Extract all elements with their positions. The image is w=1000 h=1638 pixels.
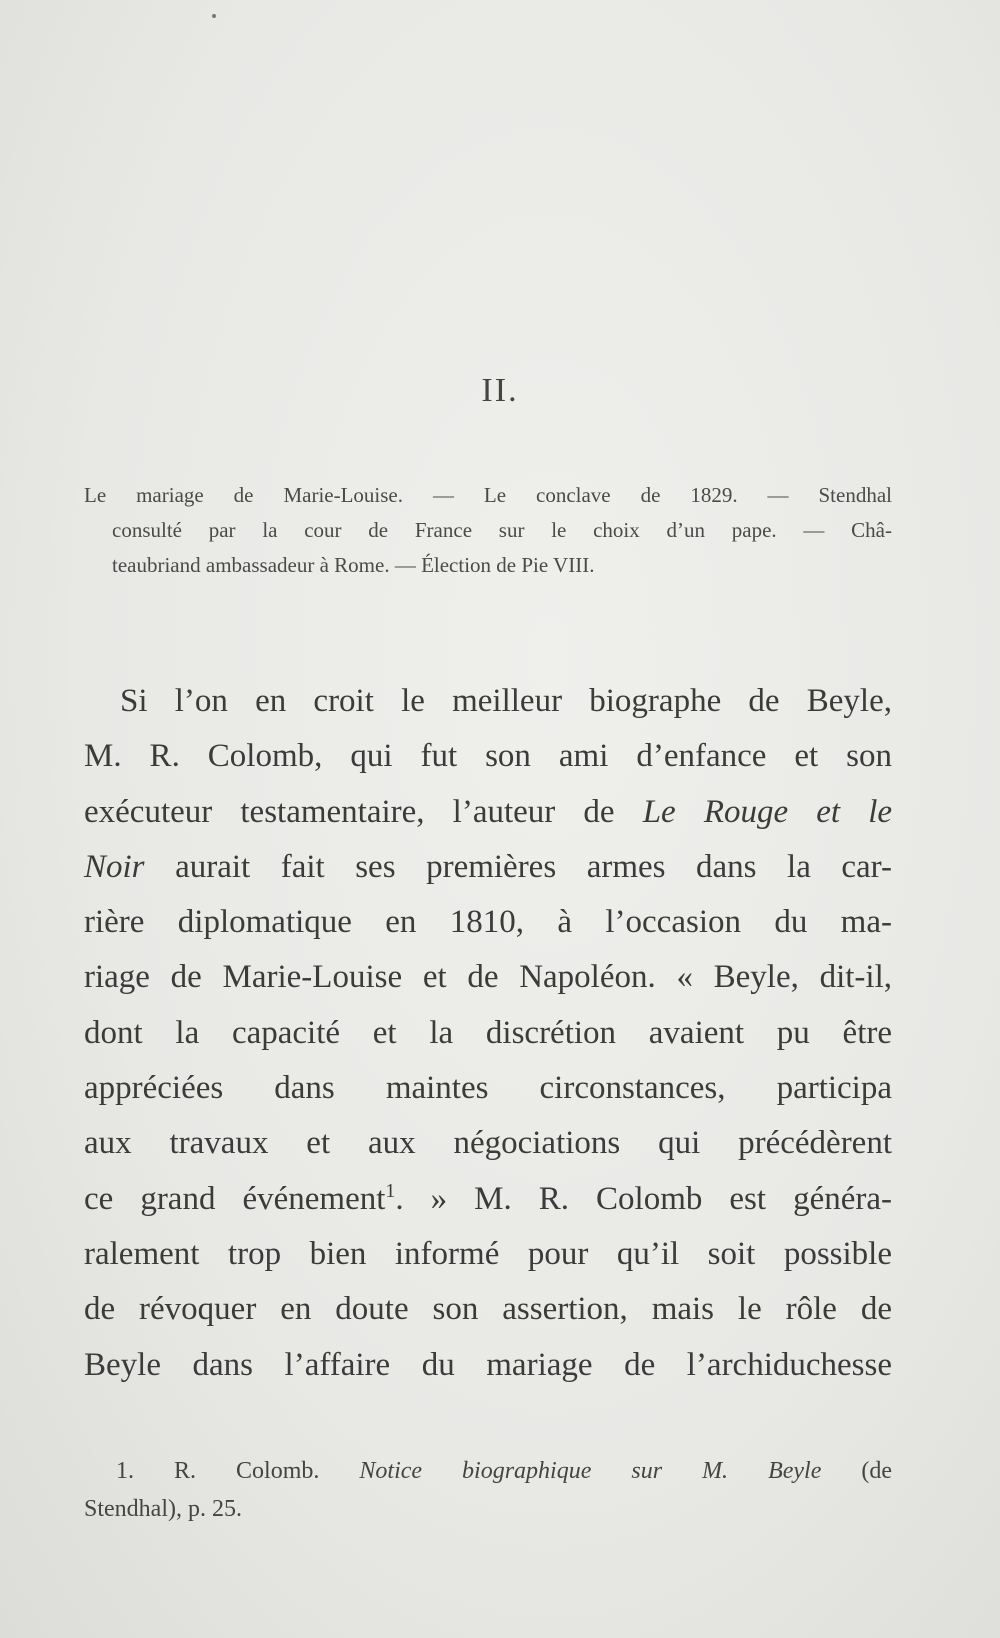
- body-paragraph: [84, 674, 892, 1393]
- body-line: Si l’on en croit le meilleur biographe de Beyle,: [120, 683, 892, 719]
- body-line: de révoquer en doute son assertion, mais le rôle de: [84, 1291, 892, 1328]
- chapter-number: II.: [481, 372, 519, 409]
- footnote: [84, 1452, 892, 1528]
- body-line: aux travaux et aux négociations qui précédèrent: [84, 1125, 892, 1162]
- summary-line: teaubriand ambassadeur à Rome. — Élection de Pie VIII.: [112, 553, 595, 577]
- book-title: Noir: [84, 848, 145, 885]
- body-text-run: ce grand événement: [84, 1180, 386, 1217]
- footnote-line: Stendhal), p. 25.: [84, 1496, 242, 1522]
- footnote-text: 1. R. Colomb.: [116, 1458, 320, 1484]
- footnote-marker: 1: [385, 1179, 396, 1202]
- body-line: appréciées dans maintes circonstances, participa: [84, 1070, 892, 1107]
- summary-line: consulté par la cour de France sur le choix d’un pape. — Châ-: [112, 518, 892, 542]
- body-line: Beyle dans l’affaire du mariage de l’archiduchesse: [84, 1346, 892, 1383]
- footnote-title: Notice biographique sur M. Beyle: [359, 1458, 822, 1484]
- body-line: [84, 1172, 892, 1227]
- body-line: rière diplomatique en 1810, à l’occasion du ma-: [84, 904, 892, 941]
- body-line: [84, 785, 892, 840]
- body-line: ralement trop bien informé pour qu’il soit possible: [84, 1235, 892, 1272]
- body-text-run: aurait fait ses premières armes dans la car-: [175, 848, 893, 885]
- body-line: dont la capacité et la discrétion avaient pu être: [84, 1014, 892, 1051]
- body-text-run: . » M. R. Colomb est généra-: [395, 1180, 893, 1217]
- body-line: [84, 840, 892, 895]
- summary-line: Le mariage de Marie-Louise. — Le conclave de 1829. — Stendhal: [84, 483, 892, 507]
- book-title: Le Rouge et le: [642, 793, 893, 830]
- ink-speck: [212, 14, 216, 18]
- body-line: riage de Marie-Louise et de Napoléon. « Beyle, dit-il,: [84, 959, 892, 996]
- body-line: M. R. Colomb, qui fut son ami d’enfance et son: [84, 738, 892, 775]
- chapter-summary: [84, 478, 892, 583]
- footnote-text: (de: [861, 1458, 893, 1484]
- footnote-line: [84, 1452, 892, 1490]
- body-text-run: exécuteur testamentaire, l’auteur de: [84, 793, 615, 830]
